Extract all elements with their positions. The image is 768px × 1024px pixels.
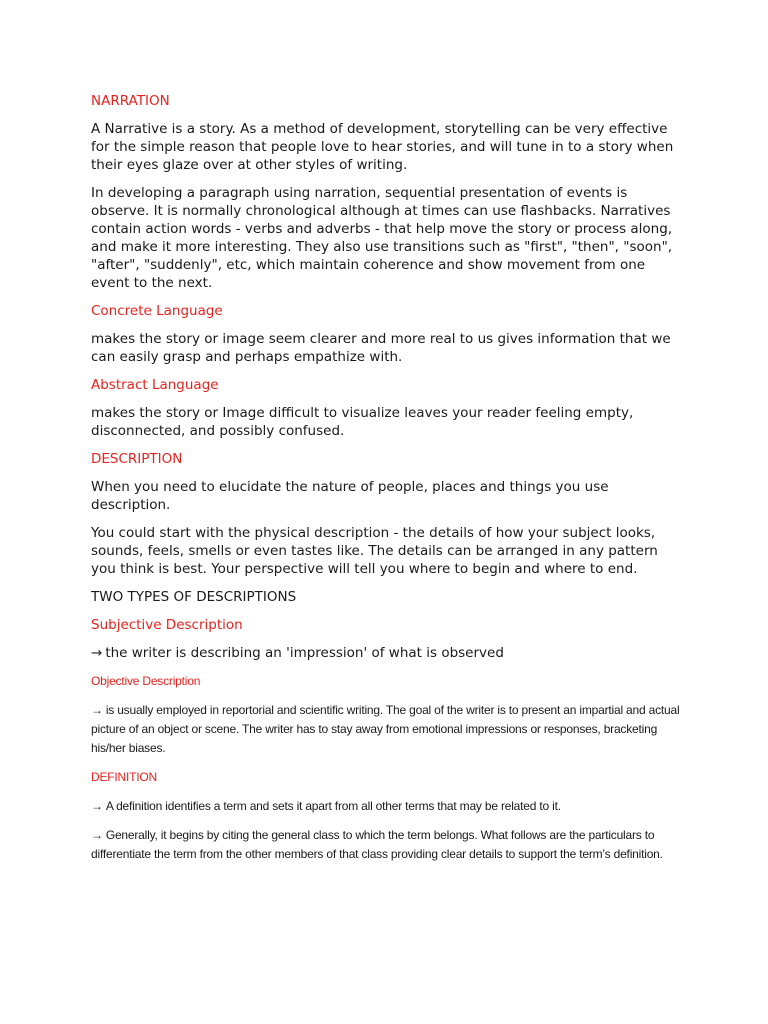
definition-text-1: A definition identifies a term and sets it apart from all other terms that may be related to it. <box>105 799 561 813</box>
description-paragraph-1: When you need to elucidate the nature of people, places and things you use description. <box>91 479 609 513</box>
two-types-heading: TWO TYPES OF DESCRIPTIONS <box>91 589 297 605</box>
abstract-language-heading: Abstract Language <box>91 377 219 393</box>
subjective-description-heading: Subjective Description <box>91 617 243 633</box>
abstract-language-paragraph: makes the story or Image difficult to visualize leaves your reader feeling empty, disconnected, and possibly confused. <box>91 405 634 439</box>
objective-description-text: is usually employed in reportorial and scientific writing. The goal of the writer is to present an impartial and actual picture of an object or scene. The writer has to stay away from emotional impressions or responses, bracketing his/her biases. <box>91 703 680 755</box>
narration-paragraph-2: In developing a paragraph using narration, sequential presentation of events is observe. It is normally chronological although at times can use flashbacks. Narratives contain action words - verbs and adverbs - that help move the story or process along, and make it more interesting. They also use transitions such as "first", "then", "soon", "after", "suddenly", etc, which maintain coherence and show movement from one event to the next. <box>91 185 673 291</box>
narration-paragraph-1: A Narrative is a story. As a method of development, storytelling can be very effective for the simple reason that people love to hear stories, and will tune in to a story when their eyes glaze over at other styles of writing. <box>91 121 674 173</box>
document-page <box>91 92 683 874</box>
arrow-icon: → <box>91 828 103 842</box>
description-heading: DESCRIPTION <box>91 451 183 467</box>
definition-heading: DEFINITION <box>91 770 157 784</box>
definition-paragraph-1 <box>91 797 683 816</box>
narration-heading: NARRATION <box>91 93 170 109</box>
arrow-icon: → <box>91 799 103 813</box>
objective-description-paragraph <box>91 701 683 758</box>
subjective-description-paragraph <box>91 644 683 662</box>
concrete-language-heading: Concrete Language <box>91 303 223 319</box>
objective-description-heading: Objective Description <box>91 674 201 688</box>
definition-paragraph-2 <box>91 826 683 864</box>
definition-text-2: Generally, it begins by citing the general class to which the term belongs. What follows are the particulars to differentiate the term from the other members of that class providing clear details to support the term’s definition. <box>91 828 663 861</box>
description-paragraph-2: You could start with the physical description - the details of how your subject looks, sounds, feels, smells or even tastes like. The details can be arranged in any pattern you think is best. Your perspective will tell you where to begin and where to end. <box>91 525 658 577</box>
subjective-description-text: the writer is describing an 'impression' of what is observed <box>105 645 504 661</box>
arrow-icon: → <box>91 645 103 661</box>
concrete-language-paragraph: makes the story or image seem clearer and more real to us gives information that we can easily grasp and perhaps empathize with. <box>91 331 671 365</box>
arrow-icon: → <box>91 703 103 717</box>
